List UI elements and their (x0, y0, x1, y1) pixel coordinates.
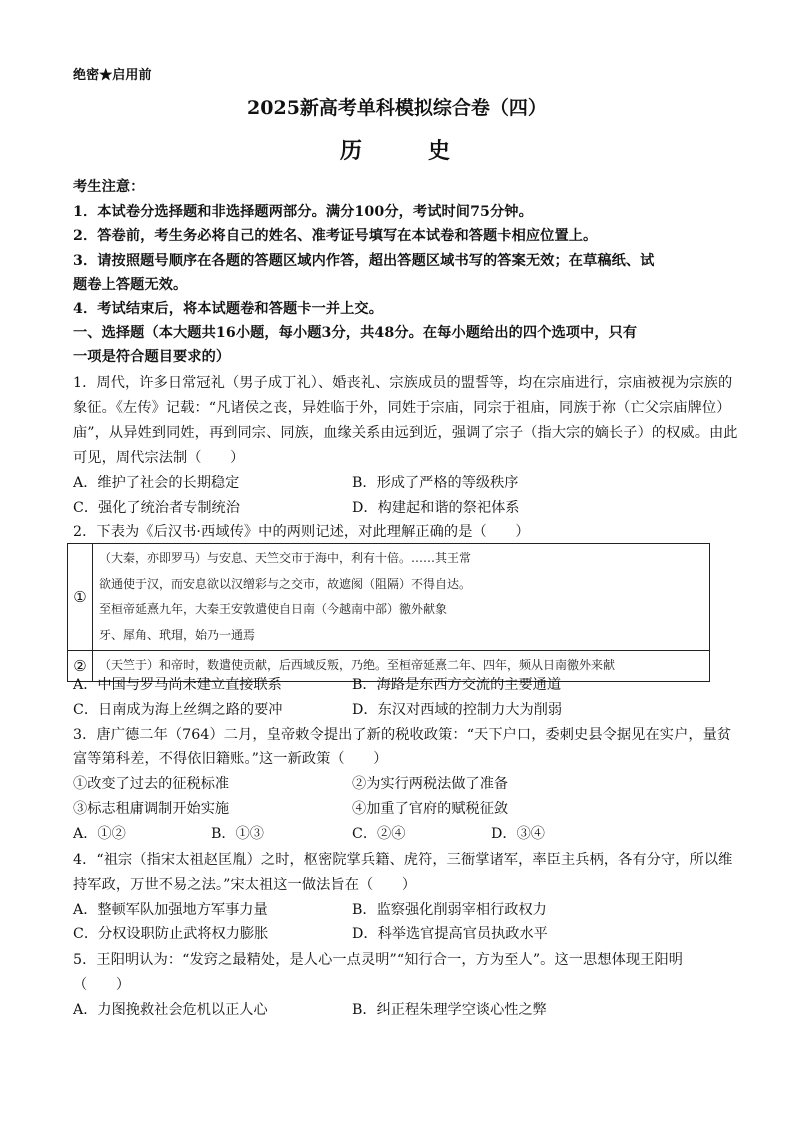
q5-stem: （ ） (73, 977, 131, 993)
q3-choice-4: ④加重了官府的赋税征敛 (352, 801, 509, 817)
q2-option-d: D．东汉对西域的控制力大为削弱 (352, 702, 563, 718)
table-row-number: ① (68, 544, 93, 651)
table-text-line: （大秦，亦即罗马）与安息、天竺交市于海中，利有十倍。……其王常 (99, 551, 472, 565)
q3-option-a: A．①② (73, 826, 126, 842)
q1-option-b: B．形成了严格的等级秩序 (352, 475, 519, 491)
q4-option-d: D．科举选官提高官员执政水平 (352, 926, 548, 942)
q1-stem: 象征。《左传》记载：“凡诸侯之丧，异姓临于外，同姓于宗庙，同宗于祖庙，同族于祢（亡父宗庙牌位） (73, 400, 731, 416)
confidential-mark: 绝密★启用前 (73, 68, 152, 83)
exam-title: 2025新高考单科模拟综合卷（四） (247, 97, 547, 119)
q2-option-b: B．海路是东西方交流的主要通道 (352, 677, 562, 693)
q3-stem: 3．唐广德二年（764）二月，皇帝敕令提出了新的税收政策：“天下户口，委刺史县令据见在实户，量贫 (73, 727, 732, 743)
q1-option-c: C．强化了统治者专制统治 (73, 500, 240, 516)
q4-option-a: A．整顿军队加强地方军事力量 (73, 902, 268, 918)
q2-stem: 2．下表为《后汉书·西域传》中的两则记述，对此理解正确的是（ ） (73, 524, 530, 540)
table-cell-text (93, 544, 710, 651)
q4-option-c: C．分权设职防止武将权力膨胀 (73, 926, 269, 942)
table-text-line: （天竺于）和帝时，数遣使贡献，后西域反叛，乃绝。至桓帝延熹二年、四年，频从日南徼外来献 (99, 658, 616, 672)
table-text-line: 至桓帝延熹九年，大秦王安敦遣使自日南（今越南中部）徼外献象 (99, 602, 448, 616)
section-heading: 一、选择题（本大题共16小题，每小题3分，共48分。在每小题给出的四个选项中，只有 (73, 325, 638, 341)
section-heading-cont: 一项是符合题目要求的） (73, 349, 231, 365)
notice-item: 题卷上答题无效。 (73, 277, 188, 293)
q4-stem: 4．“祖宗（指宋太祖赵匡胤）之时，枢密院掌兵籍、虎符，三衙掌诸军，率臣主兵柄，各有分守，所以维 (73, 852, 733, 868)
notice-item: 2．答卷前，考生务必将自己的姓名、准考证号填写在本试卷和答题卡相应位置上。 (73, 228, 598, 244)
q1-option-a: A．维护了社会的长期稳定 (73, 475, 240, 491)
q2-option-c: C．日南成为海上丝绸之路的要冲 (73, 702, 283, 718)
q4-stem: 持军政，万世不易之法。”宋太祖这一做法旨在（ ） (73, 877, 417, 893)
q3-choice-3: ③标志租庸调制开始实施 (73, 801, 230, 817)
q3-stem: 富等第科差，不得依旧籍账。”这一新政策（ ） (73, 751, 388, 767)
notice-item: 4．考试结束后，将本试题卷和答题卡一并上交。 (73, 301, 384, 317)
table-text-line: 欲通使于汉，而安息欲以汉缯彩与之交市，故遮阂（阻隔）不得自达。 (99, 576, 472, 591)
notice-item: 1．本试卷分选择题和非选择题两部分。满分100分，考试时间75分钟。 (73, 204, 533, 220)
q2-option-a: A．中国与罗马尚未建立直接联系 (73, 677, 282, 693)
q3-option-d: D．③④ (491, 826, 545, 842)
table-row-number: ② (68, 651, 93, 682)
q1-stem: 可见，周代宗法制（ ） (73, 450, 245, 466)
q3-option-c: C．②④ (352, 826, 406, 842)
q5-option-b: B．纠正程朱理学空谈心性之弊 (352, 1002, 547, 1018)
table-text-line: 牙、犀角、玳瑁，始乃一通焉 (99, 627, 256, 642)
q3-choice-1: ①改变了过去的征税标准 (73, 776, 230, 792)
q1-stem: 1．周代，许多日常冠礼（男子成丁礼）、婚丧礼、宗族成员的盟誓等，均在宗庙进行，宗庙被视为宗族的 (73, 375, 733, 391)
q4-option-b: B．监察强化削弱宰相行政权力 (352, 902, 547, 918)
q5-stem: 5．王阳明认为：“发窍之最精处，是人心一点灵明”“知行合一，方为至人”。这一思想体现王阳明 (73, 952, 684, 968)
q3-option-b: B．①③ (211, 826, 264, 842)
subject-title: 历 史 (339, 138, 472, 164)
q5-option-a: A．力图挽救社会危机以正人心 (73, 1002, 268, 1018)
q3-choice-2: ②为实行两税法做了准备 (352, 776, 509, 792)
notice-item: 3．请按照题号顺序在各题的答题区域内作答，超出答题区域书写的答案无效；在草稿纸、试 (73, 253, 655, 269)
notice-heading: 考生注意： (73, 179, 145, 195)
q1-stem: 庙”，从异姓到同姓，再到同宗、同族，血缘关系由远到近，强调了宗子（指大宗的嫡长子）的权威。由此 (73, 425, 738, 441)
q2-source-table (67, 543, 710, 682)
q1-option-d: D．构建起和谐的祭祀体系 (352, 500, 520, 516)
